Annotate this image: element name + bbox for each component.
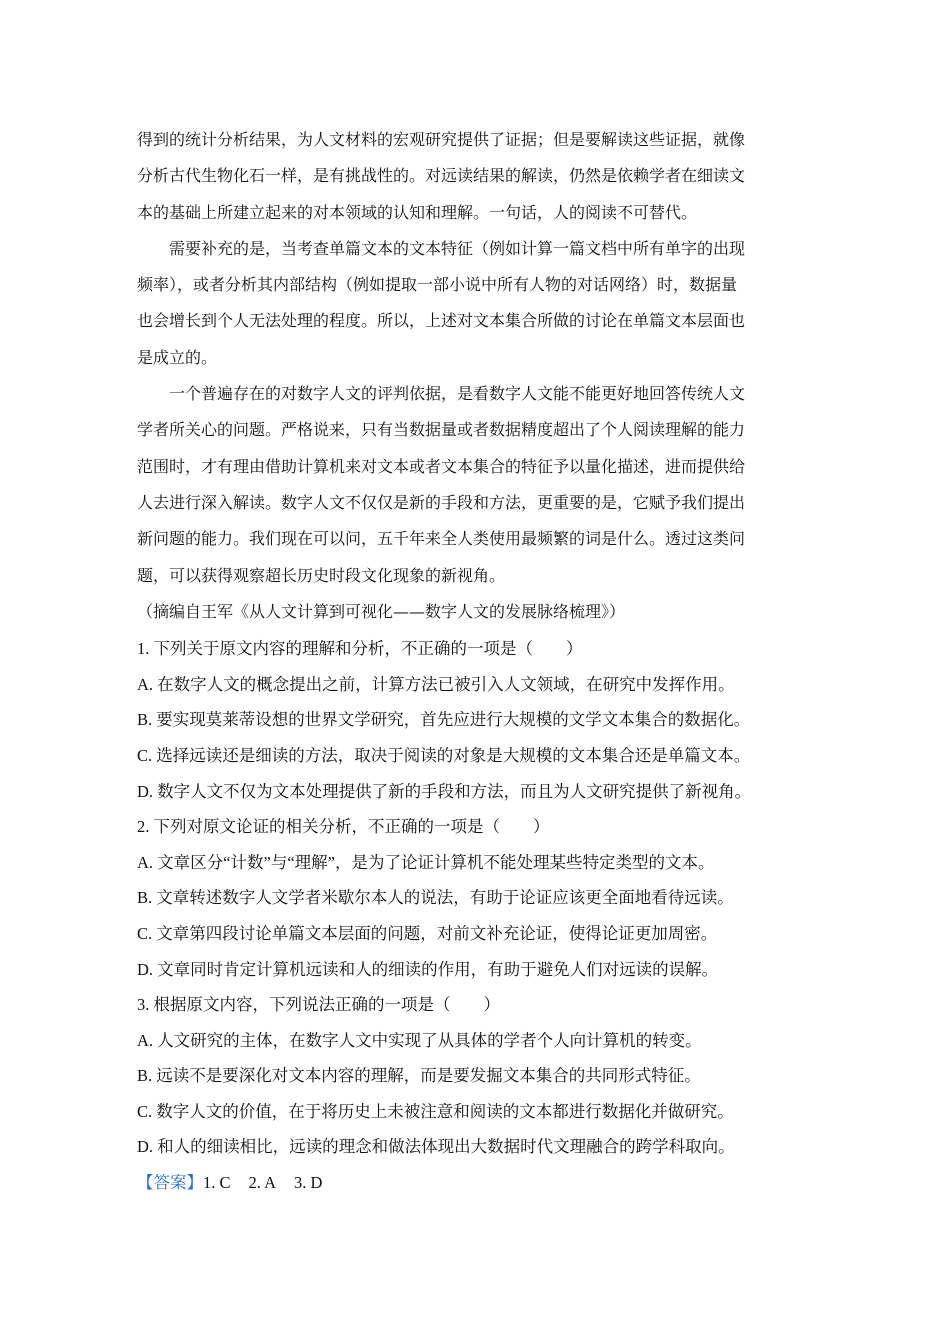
question-stem: 2. 下列对原文论证的相关分析，不正确的一项是（ ） [137,817,550,837]
question-3 [137,987,813,1165]
passage-line: 范围时，才有理由借助计算机来对文本或者文本集合的特征予以量化描述，进而提供给 [137,456,746,476]
option-b: B. 文章转述数字人文学者米歇尔本人的说法，有助于论证应该更全面地看待远读。 [137,888,734,908]
question-2 [137,809,813,987]
passage-paragraph-3 [137,376,813,594]
passage-source-citation: （摘编自王军《从人文计算到可视化——数字人文的发展脉络梳理》） [137,601,626,621]
passage-paragraph-1 [137,122,813,231]
passage-line: 题，可以获得观察超长历史时段文化现象的新视角。 [137,565,506,585]
passage-line: 也会增长到个人无法处理的程度。所以，上述对文本集合所做的讨论在单篇文本层面也 [137,311,746,331]
question-stem: 1. 下列关于原文内容的理解和分析，不正确的一项是（ ） [137,639,583,659]
passage-line: 是成立的。 [137,347,218,367]
question-1 [137,631,813,809]
option-a: A. 在数字人文的概念提出之前，计算方法已被引入人文领域，在研究中发挥作用。 [137,674,735,694]
option-c: C. 数字人文的价值，在于将历史上未被注意和阅读的文本都进行数据化并做研究。 [137,1101,734,1121]
passage-line: 频率），或者分析其内部结构（例如提取一部小说中所有人物的对话网络）时，数据量 [137,275,738,295]
answer-tag: 【答案】 [137,1173,203,1193]
passage-paragraph-2 [137,231,813,376]
answer-1: 1. C [203,1173,231,1193]
answer-3: 3. D [294,1173,323,1193]
passage-line: 一个普遍存在的对数字人文的评判依据，是看数字人文能不能更好地回答传统人文 [169,384,746,404]
passage-line: 人去进行深入解读。数字人文不仅仅是新的手段和方法，更重要的是，它赋予我们提出 [137,492,746,512]
answer-values [203,1173,340,1192]
option-d: D. 数字人文不仅为文本处理提供了新的手段和方法，而且为人文研究提供了新视角。 [137,781,752,801]
passage-line: 需要补充的是，当考查单篇文本的文本特征（例如计算一篇文档中所有单字的出现 [169,238,746,258]
passage-line: 新问题的能力。我们现在可以问，五千年来全人类使用最频繁的词是什么。透过这类问 [137,529,746,549]
passage-line: 本的基础上所建立起来的对本领域的认知和理解。一句话，人的阅读不可替代。 [137,202,698,222]
passage-line: 分析古代生物化石一样，是有挑战性的。对远读结果的解读，仍然是依赖学者在细读文 [137,166,746,186]
option-a: A. 人文研究的主体，在数字人文中实现了从具体的学者个人向计算机的转变。 [137,1030,702,1050]
reading-passage [137,122,813,630]
question-stem: 3. 根据原文内容，下列说法正确的一项是（ ） [137,995,500,1015]
option-c: C. 文章第四段讨论单篇文本层面的问题，对前文补充论证，使得论证更加周密。 [137,923,718,943]
answer-2: 2. A [248,1173,277,1193]
option-c: C. 选择远读还是细读的方法，取决于阅读的对象是大规模的文本集合还是单篇文本。 [137,745,751,765]
passage-line: 得到的统计分析结果，为人文材料的宏观研究提供了证据；但是要解读这些证据，就像 [137,130,746,149]
option-d: D. 和人的细读相比，远读的理念和做法体现出大数据时代文理融合的跨学科取向。 [137,1137,735,1157]
document-page [137,122,813,1201]
option-b: B. 要实现莫莱蒂设想的世界文学研究，首先应进行大规模的文学文本集合的数据化。 [137,710,751,730]
passage-line: 学者所关心的问题。严格说来，只有当数据量或者数据精度超出了个人阅读理解的能力 [137,420,746,440]
option-a: A. 文章区分“计数”与“理解”，是为了论证计算机不能处理某些特定类型的文本。 [137,852,715,872]
question-list [137,631,813,1201]
answer-key [137,1165,813,1201]
option-b: B. 远读不是要深化对文本内容的理解，而是要发掘文本集合的共同形式特征。 [137,1066,701,1086]
option-d: D. 文章同时肯定计算机远读和人的细读的作用，有助于避免人们对远读的误解。 [137,959,719,979]
